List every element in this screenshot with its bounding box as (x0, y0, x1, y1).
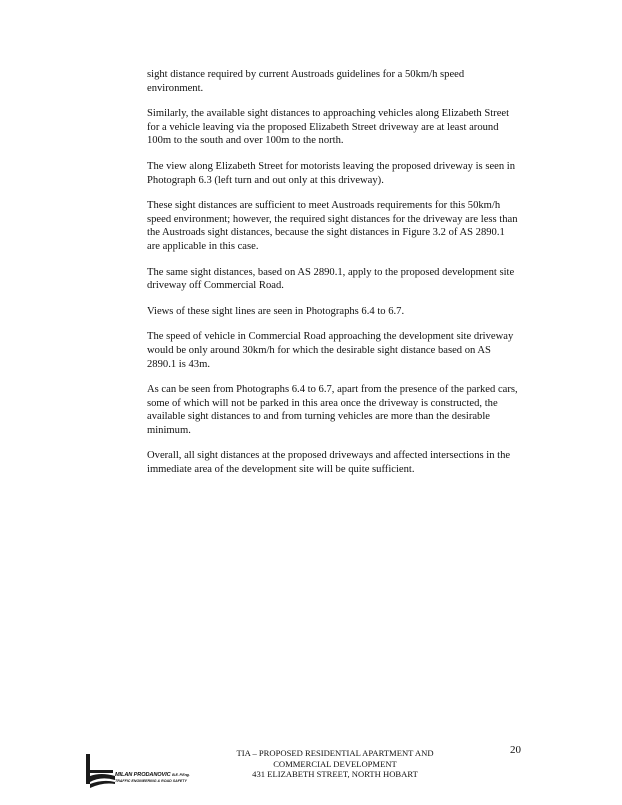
footer-line: COMMERCIAL DEVELOPMENT (273, 758, 397, 769)
paragraph: sight distance required by current Austroads guidelines for a 50km/h speed environment. (147, 69, 465, 94)
company-logo (83, 752, 191, 790)
logo-tagline: TRAFFIC ENGINEERING & ROAD SAFETY (115, 779, 187, 783)
page-footer (200, 748, 470, 780)
footer-line: 431 ELIZABETH STREET, NORTH HOBART (252, 769, 418, 780)
paragraph: The speed of vehicle in Commercial Road approaching the development site driveway would be only around 30km/h for which the desirable sight distance based on AS 2890.1 is 43m. (147, 331, 514, 370)
paragraph: As can be seen from Photographs 6.4 to 6.7, apart from the presence of the parked cars, some of which will not be parked in this area once the driveway is constructed, the available sight distances to and from turning vehicles are more than the desirable minimum. (147, 384, 518, 436)
paragraph: Views of these sight lines are seen in Photographs 6.4 to 6.7. (147, 305, 405, 317)
paragraph: Overall, all sight distances at the proposed driveways and affected intersections in the immediate area of the development site will be quite sufficient. (147, 450, 511, 476)
footer-line: TIA – PROPOSED RESIDENTIAL APARTMENT AND (236, 748, 434, 758)
paragraph: The view along Elizabeth Street for motorists leaving the proposed driveway is seen in Photograph 6.3 (left turn and out only at this driveway). (147, 160, 516, 186)
paragraph: The same sight distances, based on AS 2890.1, apply to the proposed development site driveway off Commercial Road. (147, 266, 515, 292)
page-number: 20 (510, 744, 521, 756)
road-logo-icon (83, 752, 117, 790)
logo-name: MILAN PRODANOVIC B.E. P.Eng. (115, 772, 190, 778)
body-text (147, 68, 519, 489)
paragraph: These sight distances are sufficient to meet Austroads requirements for this 50km/h speed environment; however, the required sight distances for the driveway are less than the Austroads sight distances, because the sight distances in Figure 3.2 of AS 2890.1 are applicable in this case. (147, 200, 518, 252)
paragraph: Similarly, the available sight distances to approaching vehicles along Elizabeth Street for a vehicle leaving via the proposed Elizabeth Street driveway are at least around 100m to the south and over 100m to the north. (147, 108, 510, 147)
